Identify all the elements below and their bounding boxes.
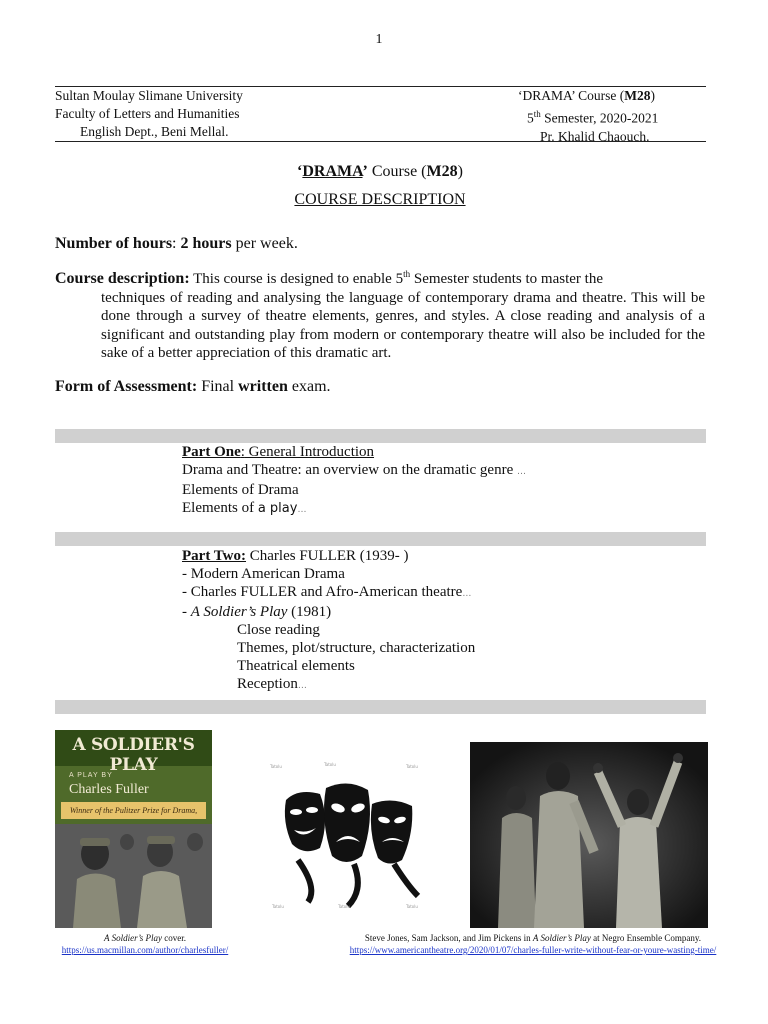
book-cover-image — [55, 730, 212, 928]
header-institution — [55, 87, 355, 141]
list-item: - A Soldier’s Play (1981) — [182, 604, 332, 620]
header-bottom-rule — [55, 141, 706, 142]
list-subitem: Reception… — [237, 676, 307, 692]
header-faculty: Faculty of Letters and Humanities — [55, 106, 240, 121]
description-label: Course description: — [55, 270, 190, 287]
cover-title: A SOLDIER'S PLAY — [72, 735, 195, 775]
list-item: Elements of Drama — [182, 482, 299, 498]
hours-line: Number of hours: 2 hours per week. — [55, 235, 298, 252]
cover-byline: A PLAY BY — [69, 772, 113, 779]
part-one-block — [182, 443, 526, 519]
header-department: English Dept., Beni Mellal. — [80, 124, 229, 139]
stage-performance-photo — [470, 742, 708, 928]
section-band-3 — [55, 700, 706, 714]
part-two-block — [182, 547, 475, 695]
list-subitem: Theatrical elements — [237, 658, 355, 674]
mask-watermark: Tatolu — [406, 764, 418, 769]
mask-watermark: Tatolu — [338, 904, 350, 909]
section-band-2 — [55, 532, 706, 546]
header-university: Sultan Moulay Slimane University — [55, 88, 243, 103]
photo-caption: Steve Jones, Sam Jackson, and Jim Pickens in A Soldier’s Play at Negro Ensemble Company. https://www.americantheatre.org/2020/01/07/charles-fuller-write-without-fear-or-youre-wasting-time/ — [310, 932, 756, 956]
cover-author: Charles Fuller — [69, 782, 149, 797]
list-subitem: Close reading — [237, 622, 320, 638]
mask-watermark: Tatolu — [406, 904, 418, 909]
cover-soldiers-photo — [55, 824, 212, 928]
mask-watermark: Tatolu — [272, 904, 284, 909]
cover-caption: A Soldier’s Play cover. https://us.macmillan.com/author/charlesfuller/ — [30, 932, 260, 956]
cover-award-banner: Winner of the Pulitzer Prize for Drama, — [61, 802, 206, 819]
part-two-heading: Part Two: Charles FULLER (1939- ) — [182, 548, 409, 564]
header-professor: Pr. Khalid Chaouch. — [540, 128, 650, 144]
page-title: ‘DRAMA’ Course (M28) — [297, 163, 463, 180]
list-item: - Charles FULLER and Afro-American theatre… — [182, 584, 472, 600]
mask-watermark: Tatolu — [270, 764, 282, 769]
cover-source-link[interactable]: https://us.macmillan.com/author/charlesfuller/ — [61, 945, 229, 955]
list-item: Drama and Theatre: an overview on the dramatic genre … — [182, 462, 526, 478]
list-item: - Modern American Drama — [182, 566, 345, 582]
course-description: Course description: This course is designed to enable 5th Semester students to master the techniques of reading and analysing the language of contemporary drama and theatre. This will be done through a survey of theatre elements, genres, and styles. A close reading and analysis of a significant and outstanding play from modern or contemporary theatre will also be included for the sake of a better appreciation of this dramatic art. — [55, 269, 705, 361]
section-band-1 — [55, 429, 706, 443]
header-course-info — [470, 87, 730, 146]
description-body: techniques of reading and analysing the language of contemporary drama and theatre. This will be done through a survey of theatre elements, genres, and styles. A close reading and analysis of a significant and outstanding play from modern or contemporary theatre will also be included for the sake of a better appreciation of this dramatic art. — [101, 289, 705, 361]
assessment-line: Form of Assessment: Final written exam. — [55, 378, 331, 395]
header-course-line: ‘DRAMA’ Course (M28) — [518, 88, 656, 103]
drama-masks-image — [268, 760, 428, 910]
mask-watermark: Tatolu — [324, 762, 336, 767]
page-number: 1 — [375, 32, 383, 47]
list-subitem: Themes, plot/structure, characterization — [237, 640, 476, 656]
header-semester-line: 5th Semester, 2020-2021 — [527, 109, 659, 126]
part-one-heading: Part One: General Introduction — [182, 444, 375, 460]
page-subtitle: COURSE DESCRIPTION — [294, 191, 466, 208]
list-item: Elements of a play… — [182, 500, 307, 516]
photo-source-link[interactable]: https://www.americantheatre.org/2020/01/07/charles-fuller-write-without-fear-or-youre-wasting-time/ — [349, 945, 717, 955]
